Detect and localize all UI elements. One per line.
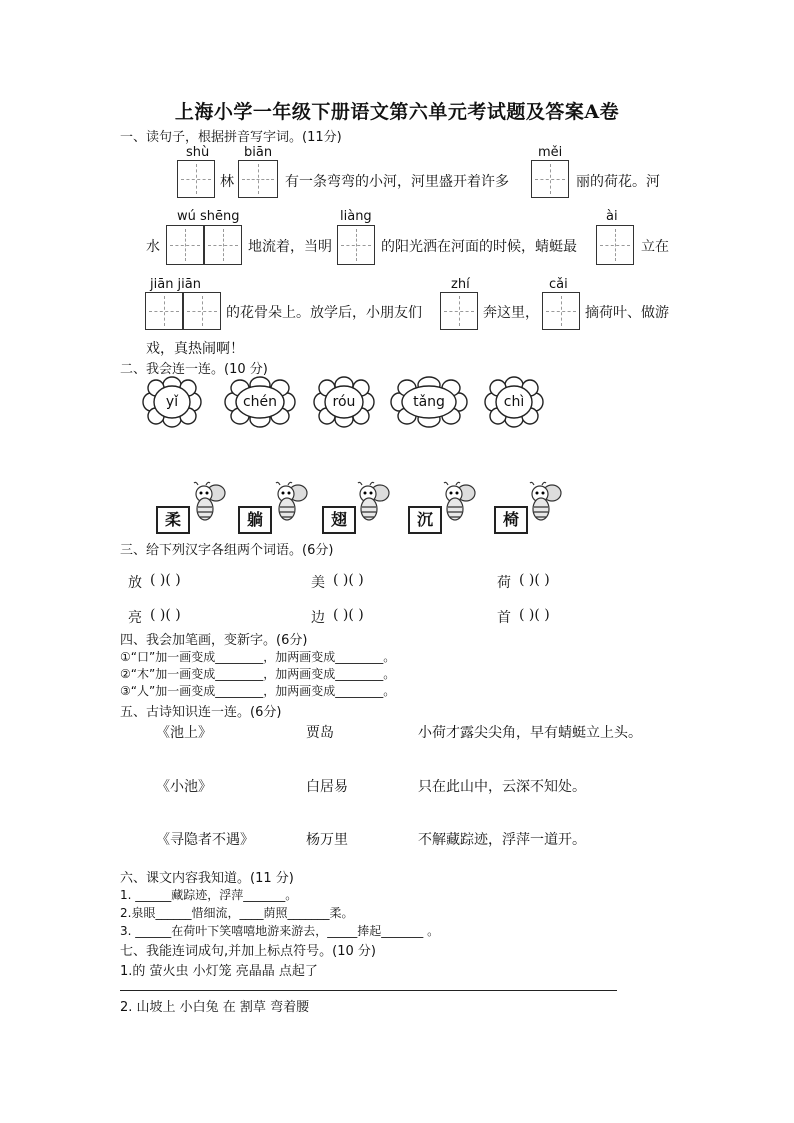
q1-text: 的阳光洒在河面的时候，蜻蜓最 bbox=[381, 239, 577, 255]
q1-text: 戏，真热闹啊！ bbox=[146, 341, 244, 357]
poet-name[interactable]: 贾岛 bbox=[306, 725, 334, 741]
q6-line[interactable]: 3. ______在荷叶下笑嘻嘻地游来游去，_____捧起_______ 。 bbox=[120, 924, 440, 938]
char-box: 翅 bbox=[322, 506, 356, 534]
q3-blank[interactable]: ( )( ) bbox=[333, 607, 364, 623]
q3-blank[interactable]: ( )( ) bbox=[150, 607, 181, 623]
write-box-sheng[interactable] bbox=[204, 225, 242, 265]
q3-blank[interactable]: ( )( ) bbox=[519, 572, 550, 588]
q7-line: 1.的 萤火虫 小灯笼 亮晶晶 点起了 bbox=[120, 964, 318, 979]
flower-pinyin: chì bbox=[503, 394, 525, 410]
write-box-ai[interactable] bbox=[596, 225, 634, 265]
flower-pinyin: chén bbox=[242, 394, 278, 410]
write-box-zhi[interactable] bbox=[440, 292, 478, 330]
q1-text: 有一条弯弯的小河，河里盛开着许多 bbox=[285, 174, 509, 190]
poem-title[interactable]: 《池上》 bbox=[156, 725, 212, 741]
write-box-mei[interactable] bbox=[531, 160, 569, 198]
q1-text: 地流着，当明 bbox=[248, 239, 332, 255]
q3-char: 首 bbox=[497, 610, 511, 626]
q1-text: 丽的荷花。河 bbox=[576, 174, 660, 190]
poem-line[interactable]: 小荷才露尖尖角，早有蜻蜓立上头。 bbox=[418, 725, 642, 741]
pinyin-bian: biān bbox=[244, 145, 273, 160]
q3-char: 边 bbox=[311, 610, 325, 626]
q3-char: 亮 bbox=[128, 610, 142, 626]
q3-char: 荷 bbox=[497, 575, 511, 591]
bee-icon bbox=[188, 481, 228, 523]
q6-line[interactable]: 1. ______藏踪迹，浮萍_______。 bbox=[120, 888, 298, 902]
q3-heading: 三、给下列汉字各组两个词语。(6分) bbox=[120, 543, 334, 558]
poet-name[interactable]: 杨万里 bbox=[306, 832, 348, 848]
char-box: 柔 bbox=[156, 506, 190, 534]
flower-pinyin: tǎng bbox=[413, 394, 445, 410]
bee-icon bbox=[352, 481, 392, 523]
q1-text: 水 bbox=[146, 239, 160, 255]
q4-heading: 四、我会加笔画，变新字。(6分) bbox=[120, 633, 308, 648]
q3-blank[interactable]: ( )( ) bbox=[519, 607, 550, 623]
pinyin-jianjian: jiān jiān bbox=[150, 277, 201, 292]
pinyin-shu: shù bbox=[186, 145, 210, 160]
flower-pinyin: yǐ bbox=[165, 394, 179, 410]
q6-line[interactable]: 2.泉眼______惜细流，____荫照_______柔。 bbox=[120, 906, 354, 920]
q3-char: 放 bbox=[128, 575, 142, 591]
q7-heading: 七、我能连词成句,并加上标点符号。(10 分) bbox=[120, 944, 376, 959]
q4-line[interactable]: ①“口”加一画变成________，加两画变成________。 bbox=[120, 650, 396, 664]
poem-line[interactable]: 只在此山中，云深不知处。 bbox=[418, 779, 586, 795]
q1-text: 的花骨朵上。放学后，小朋友们 bbox=[226, 305, 422, 321]
q4-line[interactable]: ③“人”加一画变成________，加两画变成________。 bbox=[120, 684, 396, 698]
pinyin-liang: liàng bbox=[340, 209, 372, 224]
char-box: 沉 bbox=[408, 506, 442, 534]
pinyin-cai: cǎi bbox=[549, 277, 568, 292]
q5-heading: 五、古诗知识连一连。(6分) bbox=[120, 705, 282, 720]
q1-heading: 一、读句子，根据拼音写字词。(11分) bbox=[120, 130, 342, 145]
char-box: 躺 bbox=[238, 506, 272, 534]
write-box-jian1[interactable] bbox=[145, 292, 183, 330]
answer-line[interactable] bbox=[120, 990, 617, 991]
bee-icon bbox=[524, 481, 564, 523]
write-box-wu[interactable] bbox=[166, 225, 204, 265]
q3-blank[interactable]: ( )( ) bbox=[333, 572, 364, 588]
q1-text: 摘荷叶、做游 bbox=[585, 305, 669, 321]
poem-title[interactable]: 《寻隐者不遇》 bbox=[156, 832, 254, 848]
q6-heading: 六、课文内容我知道。(11 分) bbox=[120, 871, 294, 886]
q3-blank[interactable]: ( )( ) bbox=[150, 572, 181, 588]
q4-line[interactable]: ②“木”加一画变成________，加两画变成________。 bbox=[120, 667, 396, 681]
pinyin-ai: ài bbox=[606, 209, 618, 224]
char-box: 椅 bbox=[494, 506, 528, 534]
q7-line: 2. 山坡上 小白兔 在 割草 弯着腰 bbox=[120, 1000, 310, 1015]
bee-icon bbox=[270, 481, 310, 523]
q2-heading: 二、我会连一连。(10 分) bbox=[120, 362, 268, 377]
pinyin-zhi: zhí bbox=[451, 277, 470, 292]
write-box-cai[interactable] bbox=[542, 292, 580, 330]
q1-text: 林 bbox=[220, 174, 234, 190]
flower-pinyin: róu bbox=[332, 394, 356, 410]
poem-line[interactable]: 不解藏踪迹，浮萍一道开。 bbox=[418, 832, 586, 848]
bee-icon bbox=[438, 481, 478, 523]
write-box-shu[interactable] bbox=[177, 160, 215, 198]
q1-text: 立在 bbox=[641, 239, 669, 255]
poem-title[interactable]: 《小池》 bbox=[156, 779, 212, 795]
write-box-bian[interactable] bbox=[238, 160, 278, 198]
pinyin-wusheng: wú shēng bbox=[177, 209, 240, 224]
q1-text: 奔这里， bbox=[483, 305, 539, 321]
write-box-jian2[interactable] bbox=[183, 292, 221, 330]
q3-char: 美 bbox=[311, 575, 325, 591]
poet-name[interactable]: 白居易 bbox=[306, 779, 348, 795]
pinyin-mei: měi bbox=[538, 145, 563, 160]
write-box-liang[interactable] bbox=[337, 225, 375, 265]
page-title: 上海小学一年级下册语文第六单元考试题及答案A卷 bbox=[174, 101, 620, 123]
